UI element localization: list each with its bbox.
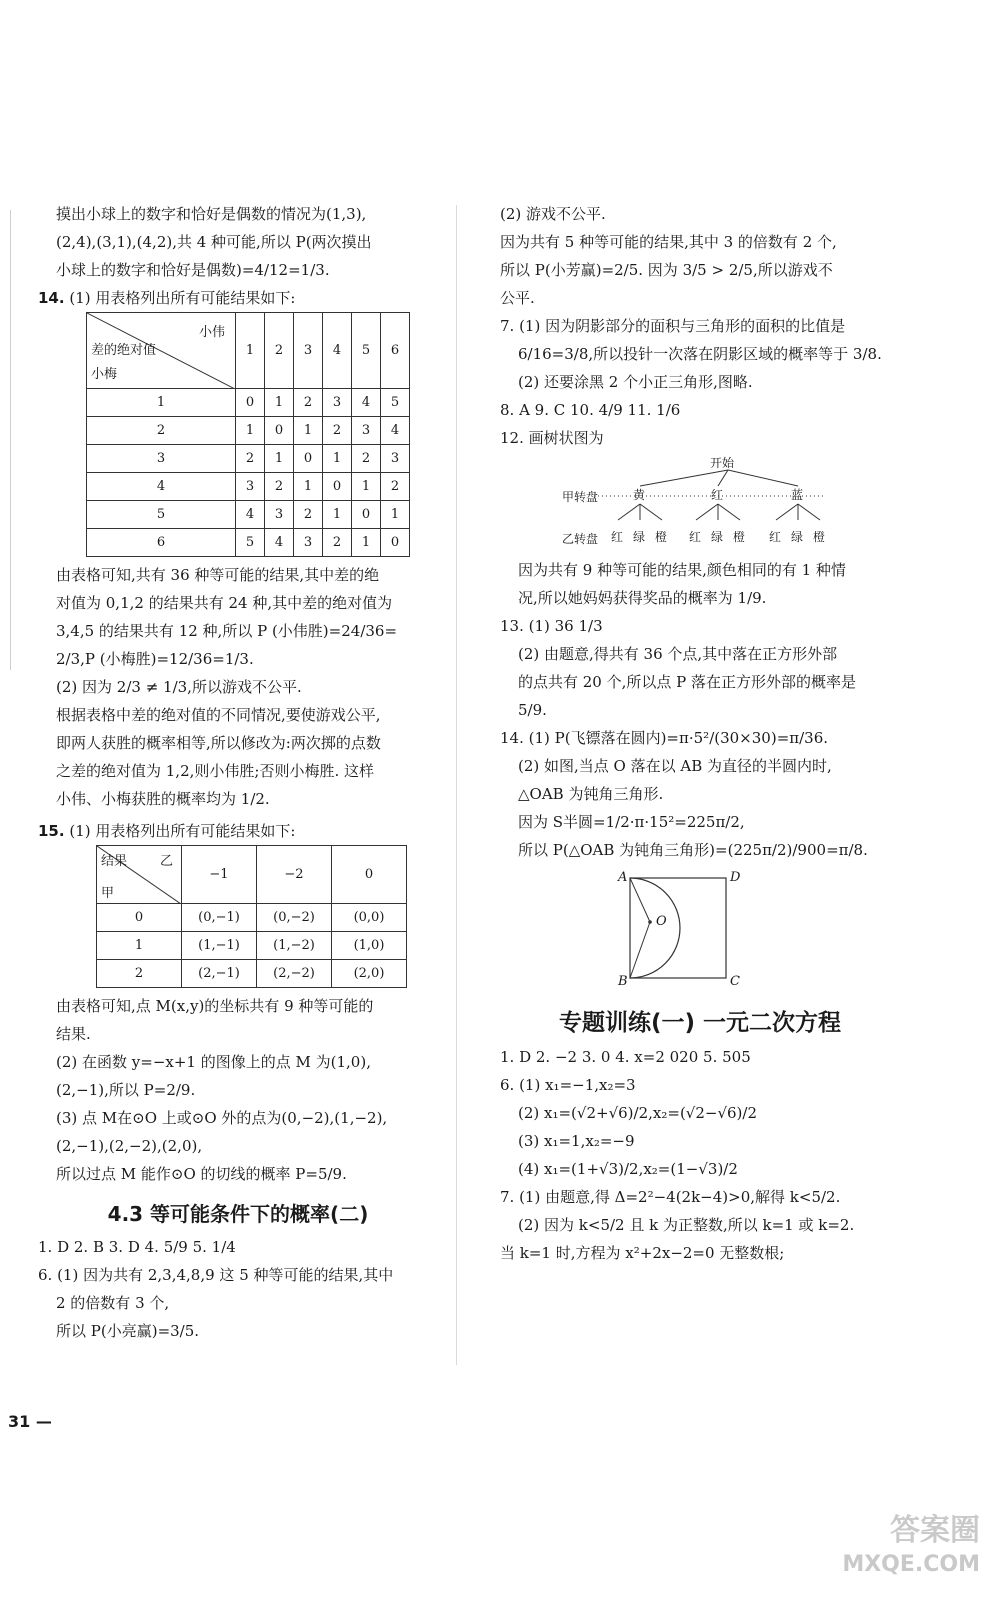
- table-row: [87, 473, 410, 501]
- q15-line: 结果.: [56, 1025, 91, 1043]
- table-cell: 1: [294, 417, 323, 445]
- table-cell: 3: [265, 501, 294, 529]
- q12-line: 因为共有 9 种等可能的结果,颜色相同的有 1 种情: [518, 561, 846, 579]
- table-header-cell: 2: [265, 313, 294, 389]
- table-cell: 1: [265, 445, 294, 473]
- q14-line: 即两人获胜的概率相等,所以修改为:两次掷的点数: [56, 734, 381, 752]
- watermark-logo: [842, 1514, 980, 1582]
- table-cell: 4: [381, 417, 410, 445]
- q12-line: 况,所以她妈妈获得奖品的概率为 1/9.: [518, 589, 767, 607]
- binding-rule: [10, 210, 11, 670]
- label-C: C: [730, 974, 740, 989]
- answers-line: 1. D 2. B 3. D 4. 5/9 5. 1/4: [38, 1238, 236, 1256]
- table-cell: 3: [352, 417, 381, 445]
- q7-line: 6/16=3/8,所以投针一次落在阴影区域的概率等于 3/8.: [518, 345, 882, 363]
- q15-line: (2,−1),所以 P=2/9.: [56, 1081, 196, 1099]
- table-cell: (2,0): [332, 960, 407, 988]
- corner-label-right: 乙: [159, 854, 173, 869]
- table-cell: 0: [265, 417, 294, 445]
- q6-line: 所以 P(小亮赢)=3/5.: [56, 1322, 200, 1340]
- q7-eq-line: 当 k=1 时,方程为 x²+2x−2=0 无整数根;: [500, 1244, 785, 1262]
- tree-diagram: [500, 452, 900, 556]
- table-cell: (2,−2): [257, 960, 332, 988]
- table-cell: 2: [381, 473, 410, 501]
- page-number-text: 31: [8, 1412, 31, 1431]
- table-header-cell: 1: [236, 313, 265, 389]
- q12-intro: 12. 画树状图为: [500, 429, 604, 447]
- table-cell: 2: [294, 501, 323, 529]
- q6-line: 6. (1) 因为共有 2,3,4,8,9 这 5 种等可能的结果,其中: [38, 1266, 394, 1284]
- question-number: 15.: [38, 822, 65, 840]
- table-row: [97, 960, 407, 988]
- table-corner-cell: [97, 846, 182, 904]
- table-cell: 0: [323, 473, 352, 501]
- geometry-figure: [500, 870, 900, 992]
- tree-level2-label: 乙转盘: [562, 532, 599, 546]
- q14-line: 根据表格中差的绝对值的不同情况,要使游戏公平,: [56, 706, 381, 724]
- q15-line: 所以过点 M 能作⊙O 的切线的概率 P=5/9.: [56, 1165, 347, 1183]
- tree-leaf: 红: [769, 530, 782, 544]
- table-row: [87, 445, 410, 473]
- tree-leaf: 绿: [633, 530, 646, 544]
- q15-line: (2,−1),(2,−2),(2,0),: [56, 1137, 203, 1155]
- table-cell: 1: [323, 501, 352, 529]
- q6-cont-line: (2) 游戏不公平.: [500, 205, 606, 223]
- row-header: 2: [97, 960, 182, 988]
- corner-label-bottom: 甲: [101, 886, 115, 901]
- table-cell: 2: [236, 445, 265, 473]
- corner-label-top: 小伟: [198, 325, 225, 340]
- q6-eq-line: (4) x₁=(1+√3)/2,x₂=(1−√3)/2: [518, 1160, 738, 1178]
- q6-line: 2 的倍数有 3 个,: [56, 1294, 170, 1312]
- table-cell: 5: [236, 529, 265, 557]
- watermark-line2: MXQE.COM: [842, 1552, 980, 1577]
- table-cell: 1: [352, 529, 381, 557]
- table-cell: 0: [294, 445, 323, 473]
- tree-level1-label: 甲转盘: [562, 490, 599, 504]
- q14-line: 3,4,5 的结果共有 12 种,所以 P (小伟胜)=24/36=: [56, 622, 398, 640]
- row-header: 4: [87, 473, 236, 501]
- q14-line: 所以 P(△OAB 为钝角三角形)=(225π/2)/900=π/8.: [518, 841, 868, 859]
- answers-line: 8. A 9. C 10. 4/9 11. 1/6: [500, 401, 681, 419]
- table-row: [87, 417, 410, 445]
- table-row: [87, 501, 410, 529]
- q15-line: (3) 点 M在⊙O 上或⊙O 外的点为(0,−2),(1,−2),: [56, 1109, 388, 1127]
- q13-line: 13. (1) 36 1/3: [500, 617, 603, 635]
- tree-node: 蓝: [791, 488, 804, 502]
- table-header-cell: 3: [294, 313, 323, 389]
- q6-cont-line: 因为共有 5 种等可能的结果,其中 3 的倍数有 2 个,: [500, 233, 837, 251]
- table-cell: 2: [323, 417, 352, 445]
- table-cell: 0: [352, 501, 381, 529]
- table-cell: 4: [352, 389, 381, 417]
- table-cell: 1: [265, 389, 294, 417]
- table-cell: 3: [323, 389, 352, 417]
- table-cell: (1,0): [332, 932, 407, 960]
- table-header-cell: 0: [332, 846, 407, 904]
- tree-leaf: 绿: [711, 530, 724, 544]
- label-A: A: [618, 870, 628, 885]
- label-B: B: [618, 974, 628, 989]
- page-number: 31 —: [8, 1412, 52, 1431]
- tree-leaf: 橙: [813, 530, 826, 544]
- table-cell: 1: [236, 417, 265, 445]
- q7-eq-line: 7. (1) 由题意,得 Δ=2²−4(2k−4)>0,解得 k<5/2.: [500, 1188, 841, 1206]
- q7-line: (2) 还要涂黑 2 个小正三角形,图略.: [518, 373, 753, 391]
- table-cell: (0,−1): [182, 904, 257, 932]
- q6-eq-line: (3) x₁=1,x₂=−9: [518, 1132, 635, 1150]
- table-header-cell: 4: [323, 313, 352, 389]
- q14-line: 因为 S半圆=1/2·π·15²=225π/2,: [518, 813, 745, 831]
- table-cell: 3: [294, 529, 323, 557]
- row-header: 0: [97, 904, 182, 932]
- corner-label-top: 结果: [101, 854, 128, 869]
- table-cell: 1: [294, 473, 323, 501]
- square-semicircle: [500, 870, 900, 992]
- q15-line: (2) 在函数 y=−x+1 的图像上的点 M 为(1,0),: [56, 1053, 371, 1071]
- tree-leaf: 绿: [791, 530, 804, 544]
- tree-leaf: 红: [689, 530, 702, 544]
- intro-line: 摸出小球上的数字和恰好是偶数的情况为(1,3),: [56, 205, 367, 223]
- q14-line: (2) 因为 2/3 ≠ 1/3,所以游戏不公平.: [56, 678, 302, 696]
- table-row: [97, 932, 407, 960]
- q14-line: 由表格可知,共有 36 种等可能的结果,其中差的绝: [56, 566, 380, 584]
- section-title: 4.3 等可能条件下的概率(二): [107, 1202, 369, 1226]
- table-row: [87, 529, 410, 557]
- q13-line: (2) 由题意,得共有 36 个点,其中落在正方形外部: [518, 645, 838, 663]
- left-column: [38, 200, 438, 1345]
- table-cell: (1,−2): [257, 932, 332, 960]
- q6-cont-line: 所以 P(小芳赢)=2/5. 因为 3/5 > 2/5,所以游戏不: [500, 261, 833, 279]
- table-header-cell: −2: [257, 846, 332, 904]
- corner-label-bottom: 小梅: [91, 367, 118, 382]
- row-header: 1: [87, 389, 236, 417]
- table-cell: 4: [236, 501, 265, 529]
- table-cell: 3: [236, 473, 265, 501]
- label-D: D: [730, 870, 741, 885]
- table-cell: (2,−1): [182, 960, 257, 988]
- table-cell: 1: [323, 445, 352, 473]
- table-cell: 2: [294, 389, 323, 417]
- tree-node: 红: [711, 488, 724, 502]
- table-cell: 2: [265, 473, 294, 501]
- answers-line: 1. D 2. −2 3. 0 4. x=2 020 5. 505: [500, 1048, 751, 1066]
- q14-line: 小伟、小梅获胜的概率均为 1/2.: [56, 790, 270, 808]
- table-header-cell: 6: [381, 313, 410, 389]
- tree-leaf: 橙: [733, 530, 746, 544]
- tree-root: 开始: [710, 456, 735, 470]
- table-row: [87, 389, 410, 417]
- q14-line: 14. (1) P(飞镖落在圆内)=π·5²/(30×30)=π/36.: [500, 729, 829, 747]
- table-cell: 5: [381, 389, 410, 417]
- table-cell: (0,−2): [257, 904, 332, 932]
- intro-line: (2,4),(3,1),(4,2),共 4 种可能,所以 P(两次摸出: [56, 233, 372, 251]
- question-number: 14.: [38, 289, 65, 307]
- table-cell: 1: [381, 501, 410, 529]
- row-header: 2: [87, 417, 236, 445]
- right-column: [500, 200, 900, 1267]
- table-corner-cell: [87, 313, 236, 389]
- q14-intro: (1) 用表格列出所有可能结果如下:: [69, 289, 296, 307]
- q15-intro: (1) 用表格列出所有可能结果如下:: [69, 822, 296, 840]
- table-row: [97, 904, 407, 932]
- table-cell: (0,0): [332, 904, 407, 932]
- special-title: 专题训练(一) 一元二次方程: [558, 1010, 842, 1036]
- row-header: 3: [87, 445, 236, 473]
- tree-node: 黄: [633, 488, 646, 502]
- table-cell: 0: [236, 389, 265, 417]
- q7-line: 7. (1) 因为阴影部分的面积与三角形的面积的比值是: [500, 317, 846, 335]
- q6-cont-line: 公平.: [500, 289, 535, 307]
- table-header-cell: −1: [182, 846, 257, 904]
- q14-line: 之差的绝对值为 1,2,则小伟胜;否则小梅胜. 这样: [56, 762, 374, 780]
- q15-line: 由表格可知,点 M(x,y)的坐标共有 9 种等可能的: [56, 997, 374, 1015]
- table-cell: 4: [265, 529, 294, 557]
- table-cell: 1: [352, 473, 381, 501]
- intro-line: 小球上的数字和恰好是偶数)=4/12=1/3.: [56, 261, 330, 279]
- row-header: 1: [97, 932, 182, 960]
- corner-label-mid: 差的绝对值: [91, 343, 157, 358]
- difference-table: [86, 312, 410, 557]
- q6-eq-line: 6. (1) x₁=−1,x₂=3: [500, 1076, 636, 1094]
- row-header: 6: [87, 529, 236, 557]
- table-cell: 3: [381, 445, 410, 473]
- q6-eq-line: (2) x₁=(√2+√6)/2,x₂=(√2−√6)/2: [518, 1104, 758, 1122]
- q14-line: (2) 如图,当点 O 落在以 AB 为直径的半圆内时,: [518, 757, 832, 775]
- q14-line: 对值为 0,1,2 的结果共有 24 种,其中差的绝对值为: [56, 594, 393, 612]
- result-table: [96, 845, 407, 988]
- tree-leaf: 红: [611, 530, 624, 544]
- table-cell: 2: [352, 445, 381, 473]
- q14-line: △OAB 为钝角三角形.: [518, 785, 664, 803]
- table-cell: (1,−1): [182, 932, 257, 960]
- q13-line: 5/9.: [518, 701, 547, 719]
- label-O: O: [656, 914, 667, 929]
- table-header-cell: 5: [352, 313, 381, 389]
- tree-leaf: 橙: [655, 530, 668, 544]
- watermark-line1: 答案圈: [890, 1513, 980, 1548]
- q7-eq-line: (2) 因为 k<5/2 且 k 为正整数,所以 k=1 或 k=2.: [518, 1216, 855, 1234]
- row-header: 5: [87, 501, 236, 529]
- column-divider: [456, 205, 457, 1365]
- table-cell: 2: [323, 529, 352, 557]
- q14-line: 2/3,P (小梅胜)=12/36=1/3.: [56, 650, 254, 668]
- table-cell: 0: [381, 529, 410, 557]
- q13-line: 的点共有 20 个,所以点 P 落在正方形外部的概率是: [518, 673, 857, 691]
